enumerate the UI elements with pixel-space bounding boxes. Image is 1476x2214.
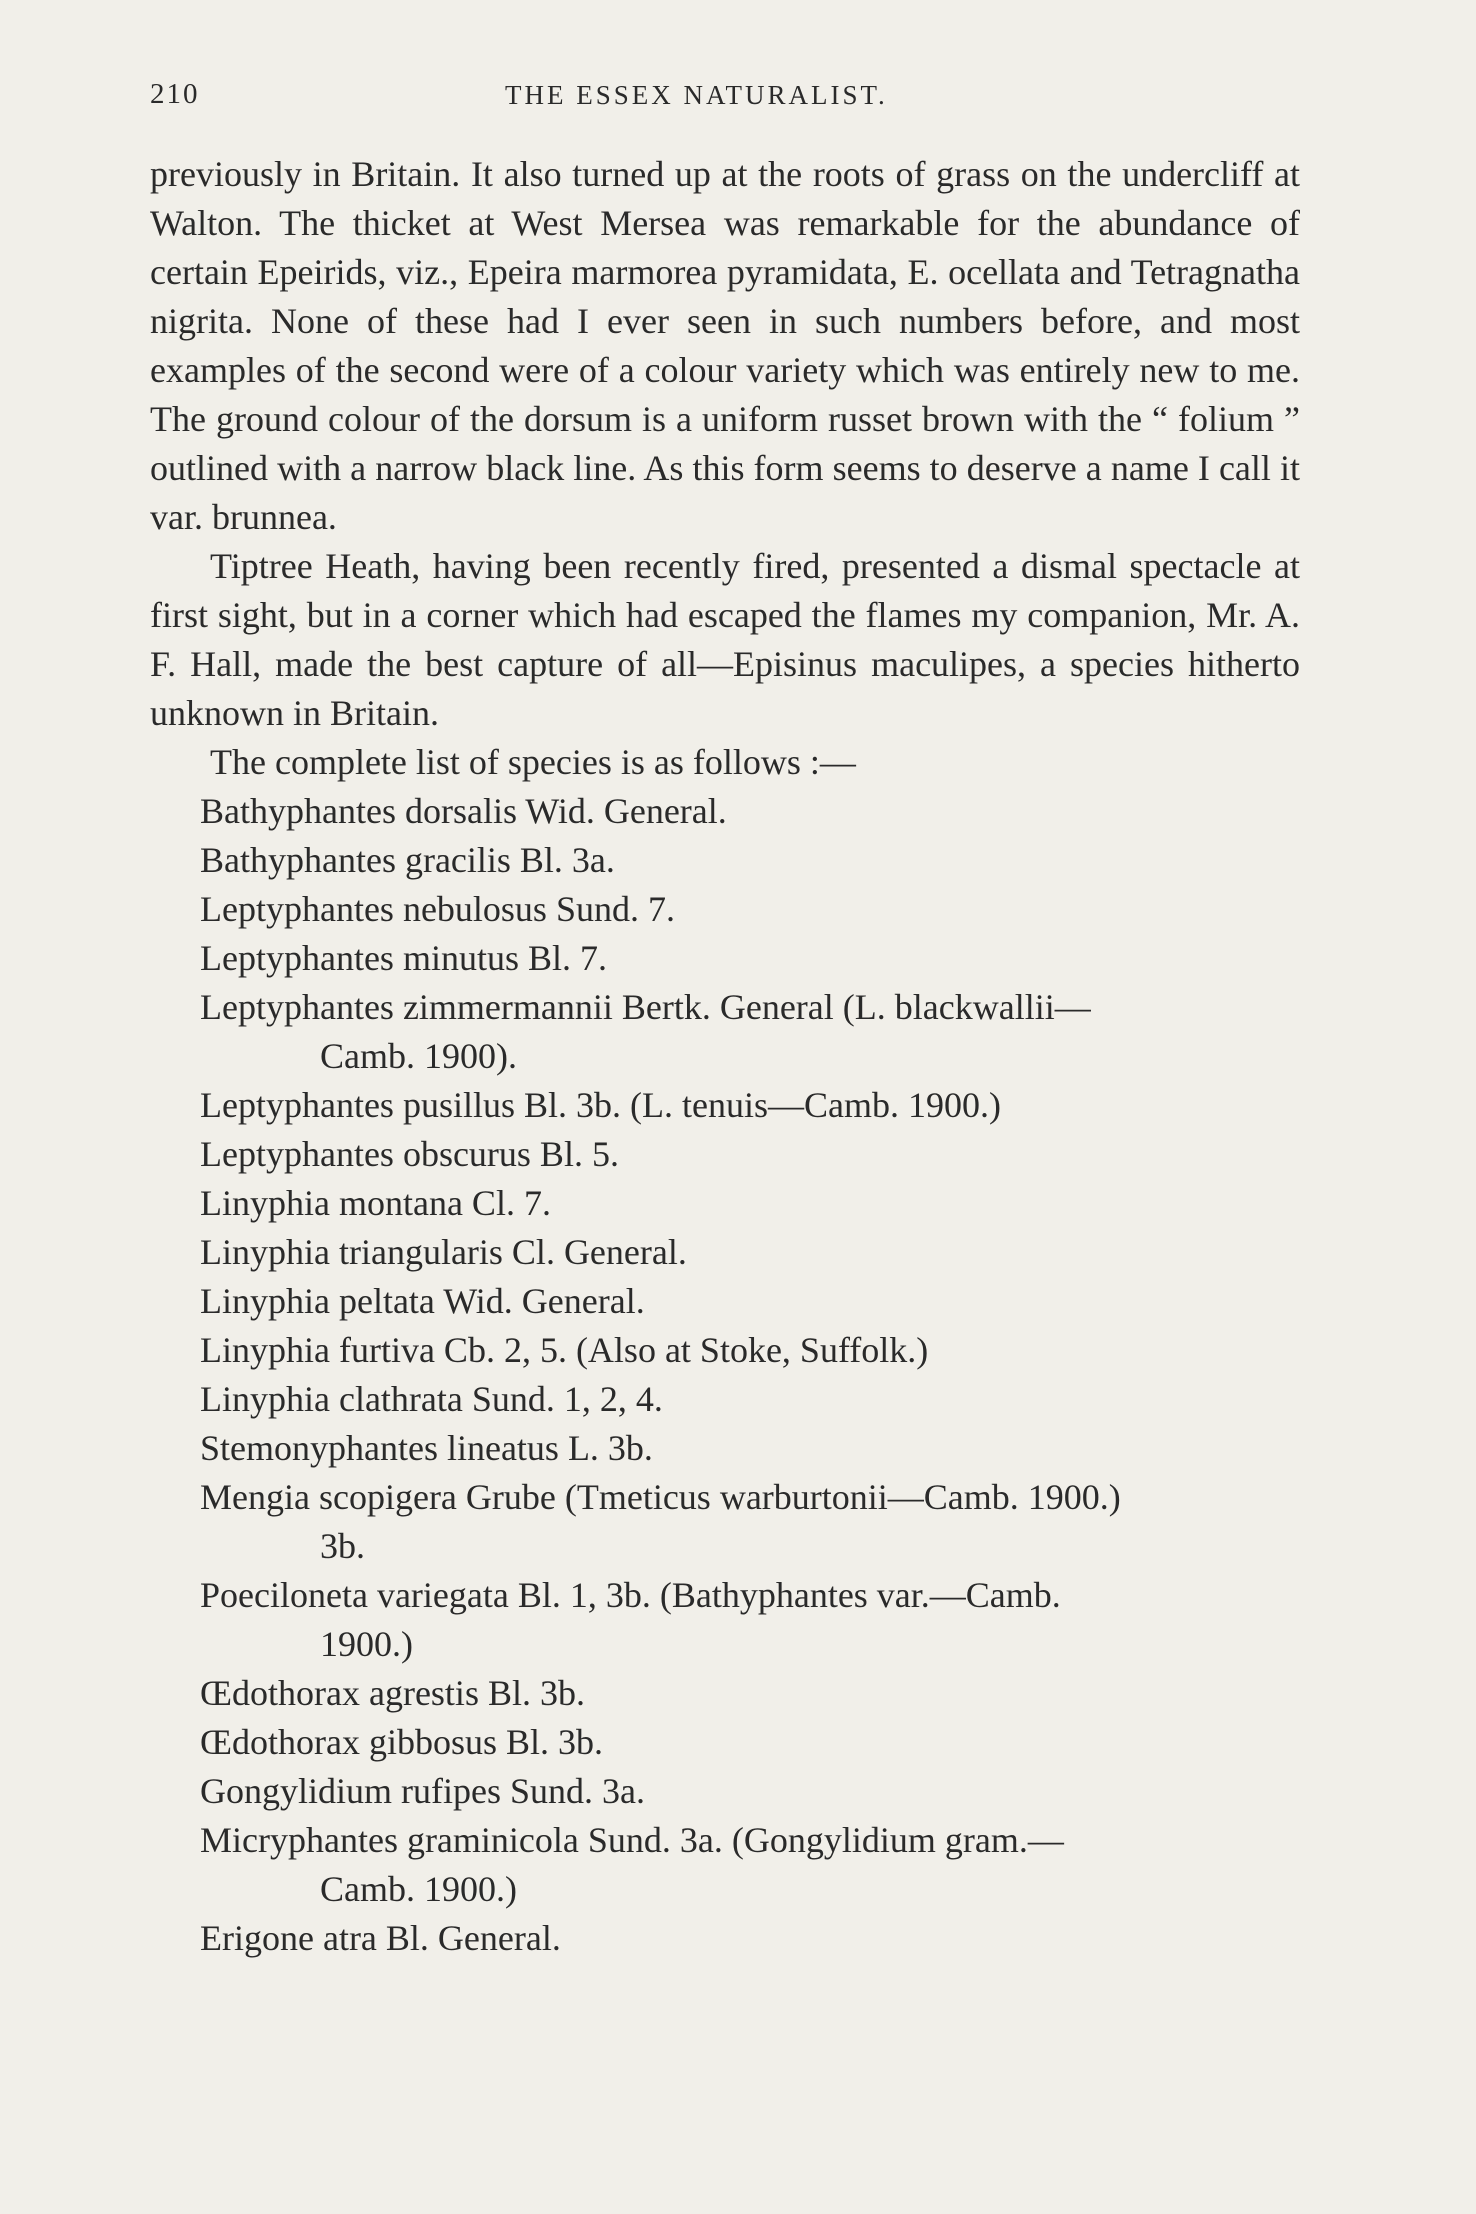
species-item: Linyphia montana Cl. 7. [200,1183,551,1223]
species-item: Bathyphantes gracilis Bl. 3a. [200,840,615,880]
species-item: Bathyphantes dorsalis Wid. General. [200,791,727,831]
species-item: Leptyphantes nebulosus Sund. 7. [200,889,675,929]
page-header [150,78,1300,118]
species-item: Linyphia peltata Wid. General. [200,1281,645,1321]
species-item: Mengia scopigera Grube (Tmeticus warburtonii—Camb. 1900.) [200,1477,1121,1517]
species-item: Leptyphantes pusillus Bl. 3b. (L. tenuis—Camb. 1900.) [200,1085,1001,1125]
species-item: Linyphia triangularis Cl. General. [200,1232,687,1272]
species-item: Leptyphantes obscurus Bl. 5. [200,1134,619,1174]
species-list [150,787,1300,1963]
running-head: THE ESSEX NATURALIST. [505,80,888,110]
species-item: Leptyphantes zimmermannii Bertk. General (L. blackwallii— [200,987,1091,1027]
species-item: Poeciloneta variegata Bl. 1, 3b. (Bathyphantes var.—Camb. [200,1575,1061,1615]
paragraph-2: Tiptree Heath, having been recently fired, presented a dismal spectacle at first sight, but in a corner which had escaped the flames my companion, Mr. A. F. Hall, made the best capture of all—Episinus maculipes, a species hitherto unknown in Britain. [150,546,1300,733]
species-item: Leptyphantes minutus Bl. 7. [200,938,607,978]
species-item: Œdothorax gibbosus Bl. 3b. [200,1722,604,1762]
species-item-continuation: Camb. 1900). [320,1036,517,1076]
species-item-continuation: 3b. [320,1526,365,1566]
species-item: Micryphantes graminicola Sund. 3a. (Gongylidium gram.— [200,1820,1064,1860]
species-item: Erigone atra Bl. General. [200,1918,561,1958]
body-text [150,150,1300,1963]
species-item-continuation: Camb. 1900.) [320,1869,517,1909]
paragraph-3: The complete list of species is as follows :— [210,742,856,782]
species-item: Gongylidium rufipes Sund. 3a. [200,1771,645,1811]
species-item: Œdothorax agrestis Bl. 3b. [200,1673,585,1713]
species-item: Stemonyphantes lineatus L. 3b. [200,1428,653,1468]
species-item-continuation: 1900.) [320,1624,413,1664]
page-number: 210 [150,78,200,110]
paragraph-1: previously in Britain. It also turned up at the roots of grass on the undercliff at Walton. The thicket at West Mersea was remarkable for the abundance of certain Epeirids, viz., Epeira marmorea pyramidata, E. ocellata and Tetragnatha nigrita. None of these had I ever seen in such numbers before, and most examples of the second were of a colour variety which was entirely new to me. The ground colour of the dorsum is a uniform russet brown with the “ folium ” outlined with a narrow black line. As this form seems to deserve a name I call it var. brunnea. [150,154,1300,537]
species-item: Linyphia clathrata Sund. 1, 2, 4. [200,1379,663,1419]
species-item: Linyphia furtiva Cb. 2, 5. (Also at Stoke, Suffolk.) [200,1330,929,1370]
